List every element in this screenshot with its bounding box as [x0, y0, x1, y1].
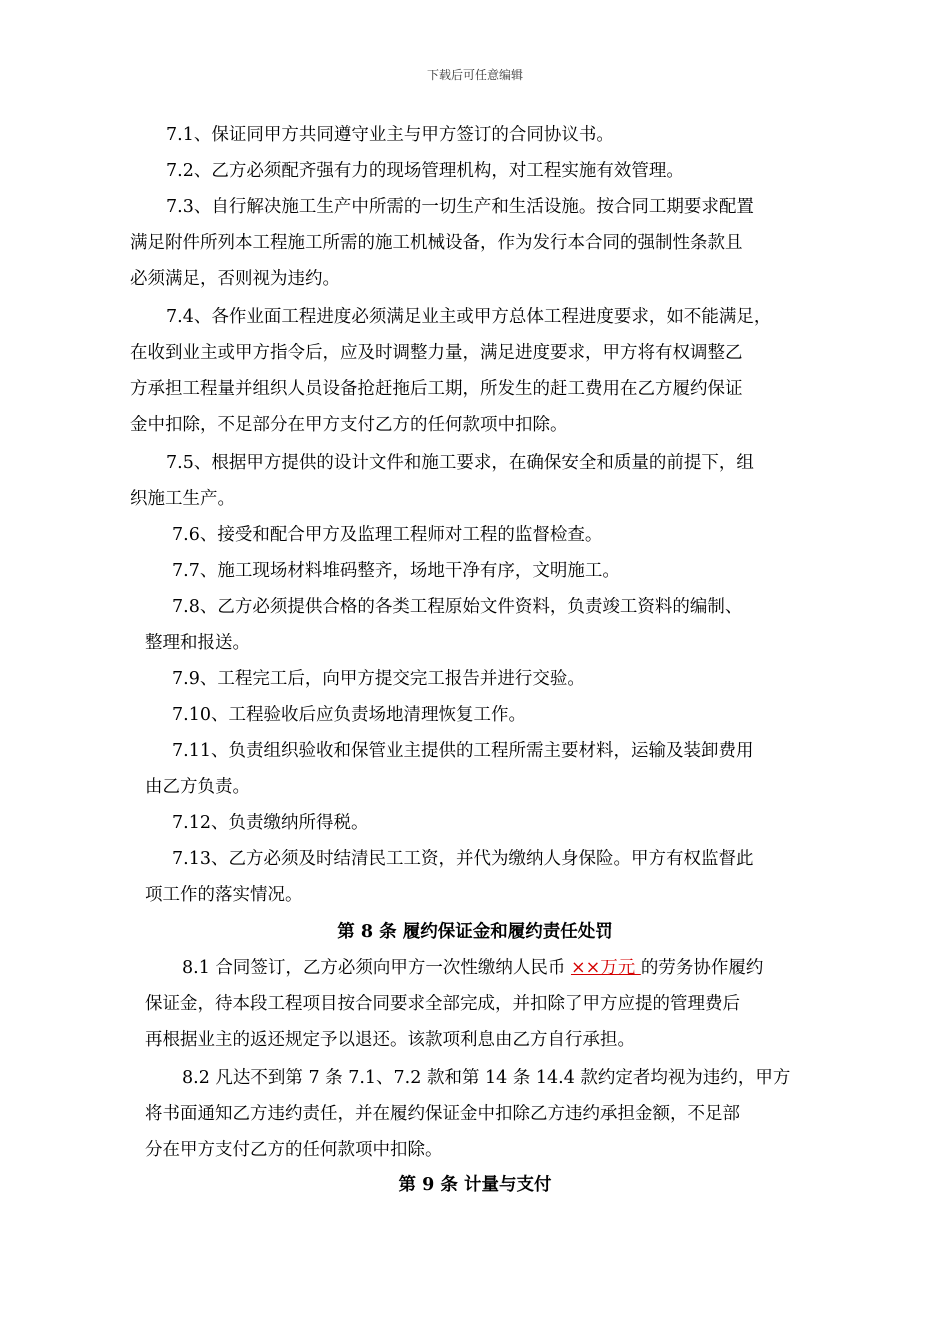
page-header: 下载后可任意编辑 [426, 68, 523, 82]
clause-7-3-line-3: 必须满足，否则视为违约。 [130, 269, 340, 289]
clause-7-10: 7.10、工程验收后应负责场地清理恢复工作。 [172, 705, 526, 725]
clause-7-11-line-2: 由乙方负责。 [145, 777, 250, 797]
clause-7-11-line-1: 7.11、负责组织验收和保管业主提供的工程所需主要材料，运输及装卸费用 [172, 741, 754, 761]
clause-8-1-line-3: 再根据业主的返还规定予以退还。该款项利息由乙方自行承担。 [145, 1030, 635, 1050]
clause-8-1-suffix: 的劳务协作履约 [640, 958, 764, 978]
clause-7-12: 7.12、负责缴纳所得税。 [172, 813, 369, 833]
article-8-title: 第 8 条 履约保证金和履约责任处罚 [337, 922, 613, 942]
clause-7-9: 7.9、工程完工后，向甲方提交完工报告并进行交验。 [172, 669, 585, 689]
clause-7-4-line-2: 在收到业主或甲方指令后，应及时调整力量，满足进度要求，甲方将有权调整乙 [130, 343, 743, 363]
clause-7-8-line-2: 整理和报送。 [145, 633, 250, 653]
clause-7-4-line-3: 方承担工程量并组织人员设备抢赶拖后工期，所发生的赶工费用在乙方履约保证 [130, 379, 743, 399]
clause-7-4-line-4: 金中扣除，不足部分在甲方支付乙方的任何款项中扣除。 [130, 415, 568, 435]
clause-7-5-line-1: 7.5、根据甲方提供的设计文件和施工要求，在确保安全和质量的前提下，组 [166, 453, 754, 473]
clause-7-2: 7.2、乙方必须配齐强有力的现场管理机构，对工程实施有效管理。 [166, 161, 684, 181]
clause-7-1: 7.1、保证同甲方共同遵守业主与甲方签订的合同协议书。 [166, 125, 614, 145]
article-9-title: 第 9 条 计量与支付 [398, 1175, 552, 1195]
deposit-amount: ××万元 [570, 958, 641, 978]
clause-7-13-line-2: 项工作的落实情况。 [145, 885, 303, 905]
clause-8-1-prefix: 8.1 合同签订，乙方必须向甲方一次性缴纳人民币 [182, 958, 571, 978]
clause-7-3-line-2: 满足附件所列本工程施工所需的施工机械设备，作为发行本合同的强制性条款且 [130, 233, 743, 253]
clause-7-8-line-1: 7.8、乙方必须提供合格的各类工程原始文件资料，负责竣工资料的编制、 [172, 597, 743, 617]
clause-8-1-line-2: 保证金，待本段工程项目按合同要求全部完成，并扣除了甲方应提的管理费后 [145, 994, 740, 1014]
clause-7-4-line-1: 7.4、各作业面工程进度必须满足业主或甲方总体工程进度要求，如不能满足， [166, 307, 772, 327]
clause-7-3-line-1: 7.3、自行解决施工生产中所需的一切生产和生活设施。按合同工期要求配置 [166, 197, 754, 217]
clause-8-2-line-1: 8.2 凡达不到第 7 条 7.1、7.2 款和第 14 条 14.4 款约定者均视为违约，甲方 [182, 1068, 791, 1088]
clause-8-2-line-3: 分在甲方支付乙方的任何款项中扣除。 [145, 1140, 443, 1160]
clause-7-6: 7.6、接受和配合甲方及监理工程师对工程的监督检查。 [172, 525, 603, 545]
clause-7-7: 7.7、施工现场材料堆码整齐，场地干净有序，文明施工。 [172, 561, 620, 581]
clause-7-5-line-2: 织施工生产。 [130, 489, 235, 509]
clause-7-13-line-1: 7.13、乙方必须及时结清民工工资，并代为缴纳人身保险。甲方有权监督此 [172, 849, 754, 869]
clause-8-1-line-1 [182, 950, 950, 986]
clause-8-2-line-2: 将书面通知乙方违约责任，并在履约保证金中扣除乙方违约承担金额，不足部 [145, 1104, 740, 1124]
